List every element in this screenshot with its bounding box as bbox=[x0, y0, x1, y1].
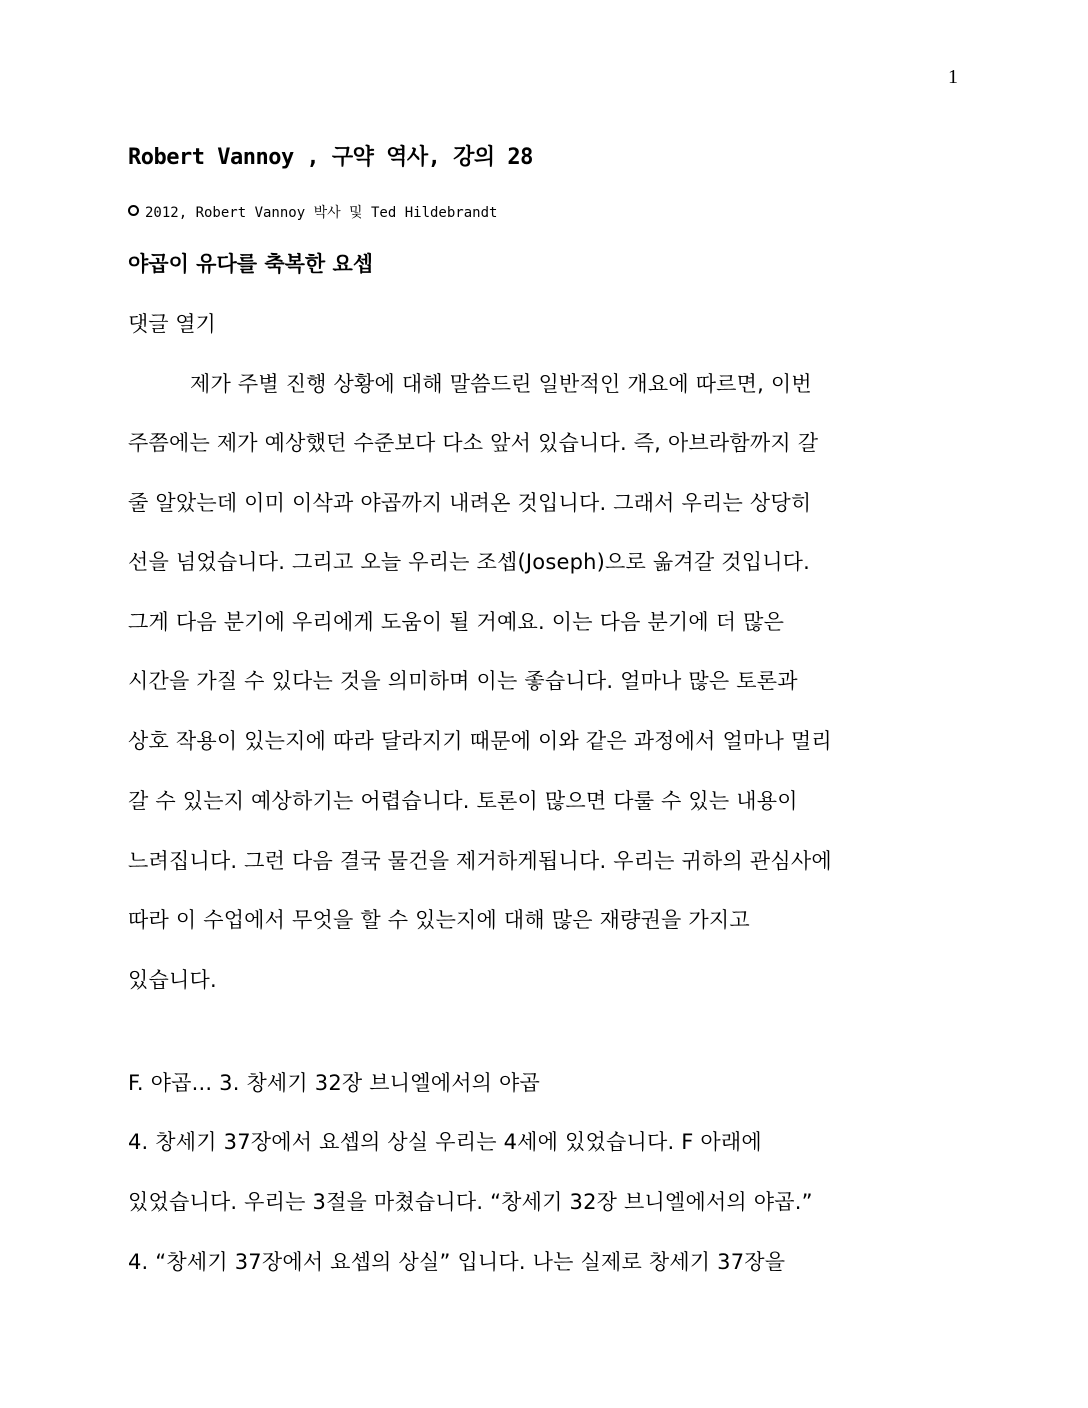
outline-line: 4. 창세기 37장에서 요셉의 상실 우리는 4세에 있었습니다. F 아래에 bbox=[128, 1130, 762, 1154]
open-comment-label: 댓글 열기 bbox=[128, 312, 216, 336]
paragraph-line: 그게 다음 분기에 우리에게 도움이 될 거예요. 이는 다음 분기에 더 많은 bbox=[128, 610, 785, 634]
page-number: 1 bbox=[948, 66, 958, 88]
paragraph-line: 선을 넘었습니다. 그리고 오늘 우리는 조셉(Joseph)으로 옮겨갈 것입니다. bbox=[128, 550, 811, 574]
outline-line: 4. “창세기 37장에서 요셉의 상실” 입니다. 나는 실제로 창세기 37장을 bbox=[128, 1250, 786, 1274]
paragraph-line: 따라 이 수업에서 무엇을 할 수 있는지에 대해 많은 재량권을 가지고 bbox=[128, 908, 750, 932]
outline-line: F. 야곱... 3. 창세기 32장 브니엘에서의 야곱 bbox=[128, 1071, 541, 1095]
section-subtitle: 야곱이 유다를 축복한 요셉 bbox=[128, 252, 374, 276]
paragraph-line: 갈 수 있는지 예상하기는 어렵습니다. 토론이 많으면 다룰 수 있는 내용이 bbox=[128, 789, 798, 813]
paragraph-line: 느려집니다. 그런 다음 결국 물건을 제거하게됩니다. 우리는 귀하의 관심사에 bbox=[128, 849, 832, 873]
paragraph-line: 주쯤에는 제가 예상했던 수준보다 다소 앞서 있습니다. 즉, 아브라함까지 갈 bbox=[128, 431, 819, 455]
outline-line: 있었습니다. 우리는 3절을 마쳤습니다. “창세기 32장 브니엘에서의 야곱.” bbox=[128, 1190, 813, 1214]
document-title: Robert Vannoy , 구약 역사, 강의 28 bbox=[128, 145, 533, 170]
paragraph-line: 상호 작용이 있는지에 따라 달라지기 때문에 이와 같은 과정에서 얼마나 멀리 bbox=[128, 729, 832, 753]
paragraph-line: 있습니다. bbox=[128, 968, 217, 992]
copyright-text: 2012, Robert Vannoy 박사 및 Ted Hildebrandt bbox=[145, 205, 498, 221]
copyright-bullet-icon bbox=[128, 205, 139, 216]
copyright-line bbox=[128, 202, 497, 222]
paragraph-line: 제가 주별 진행 상황에 대해 말씀드린 일반적인 개요에 따르면, 이번 bbox=[190, 372, 812, 396]
paragraph-line: 시간을 가질 수 있다는 것을 의미하며 이는 좋습니다. 얼마나 많은 토론과 bbox=[128, 669, 798, 693]
paragraph-line: 줄 알았는데 이미 이삭과 야곱까지 내려온 것입니다. 그래서 우리는 상당히 bbox=[128, 491, 812, 515]
